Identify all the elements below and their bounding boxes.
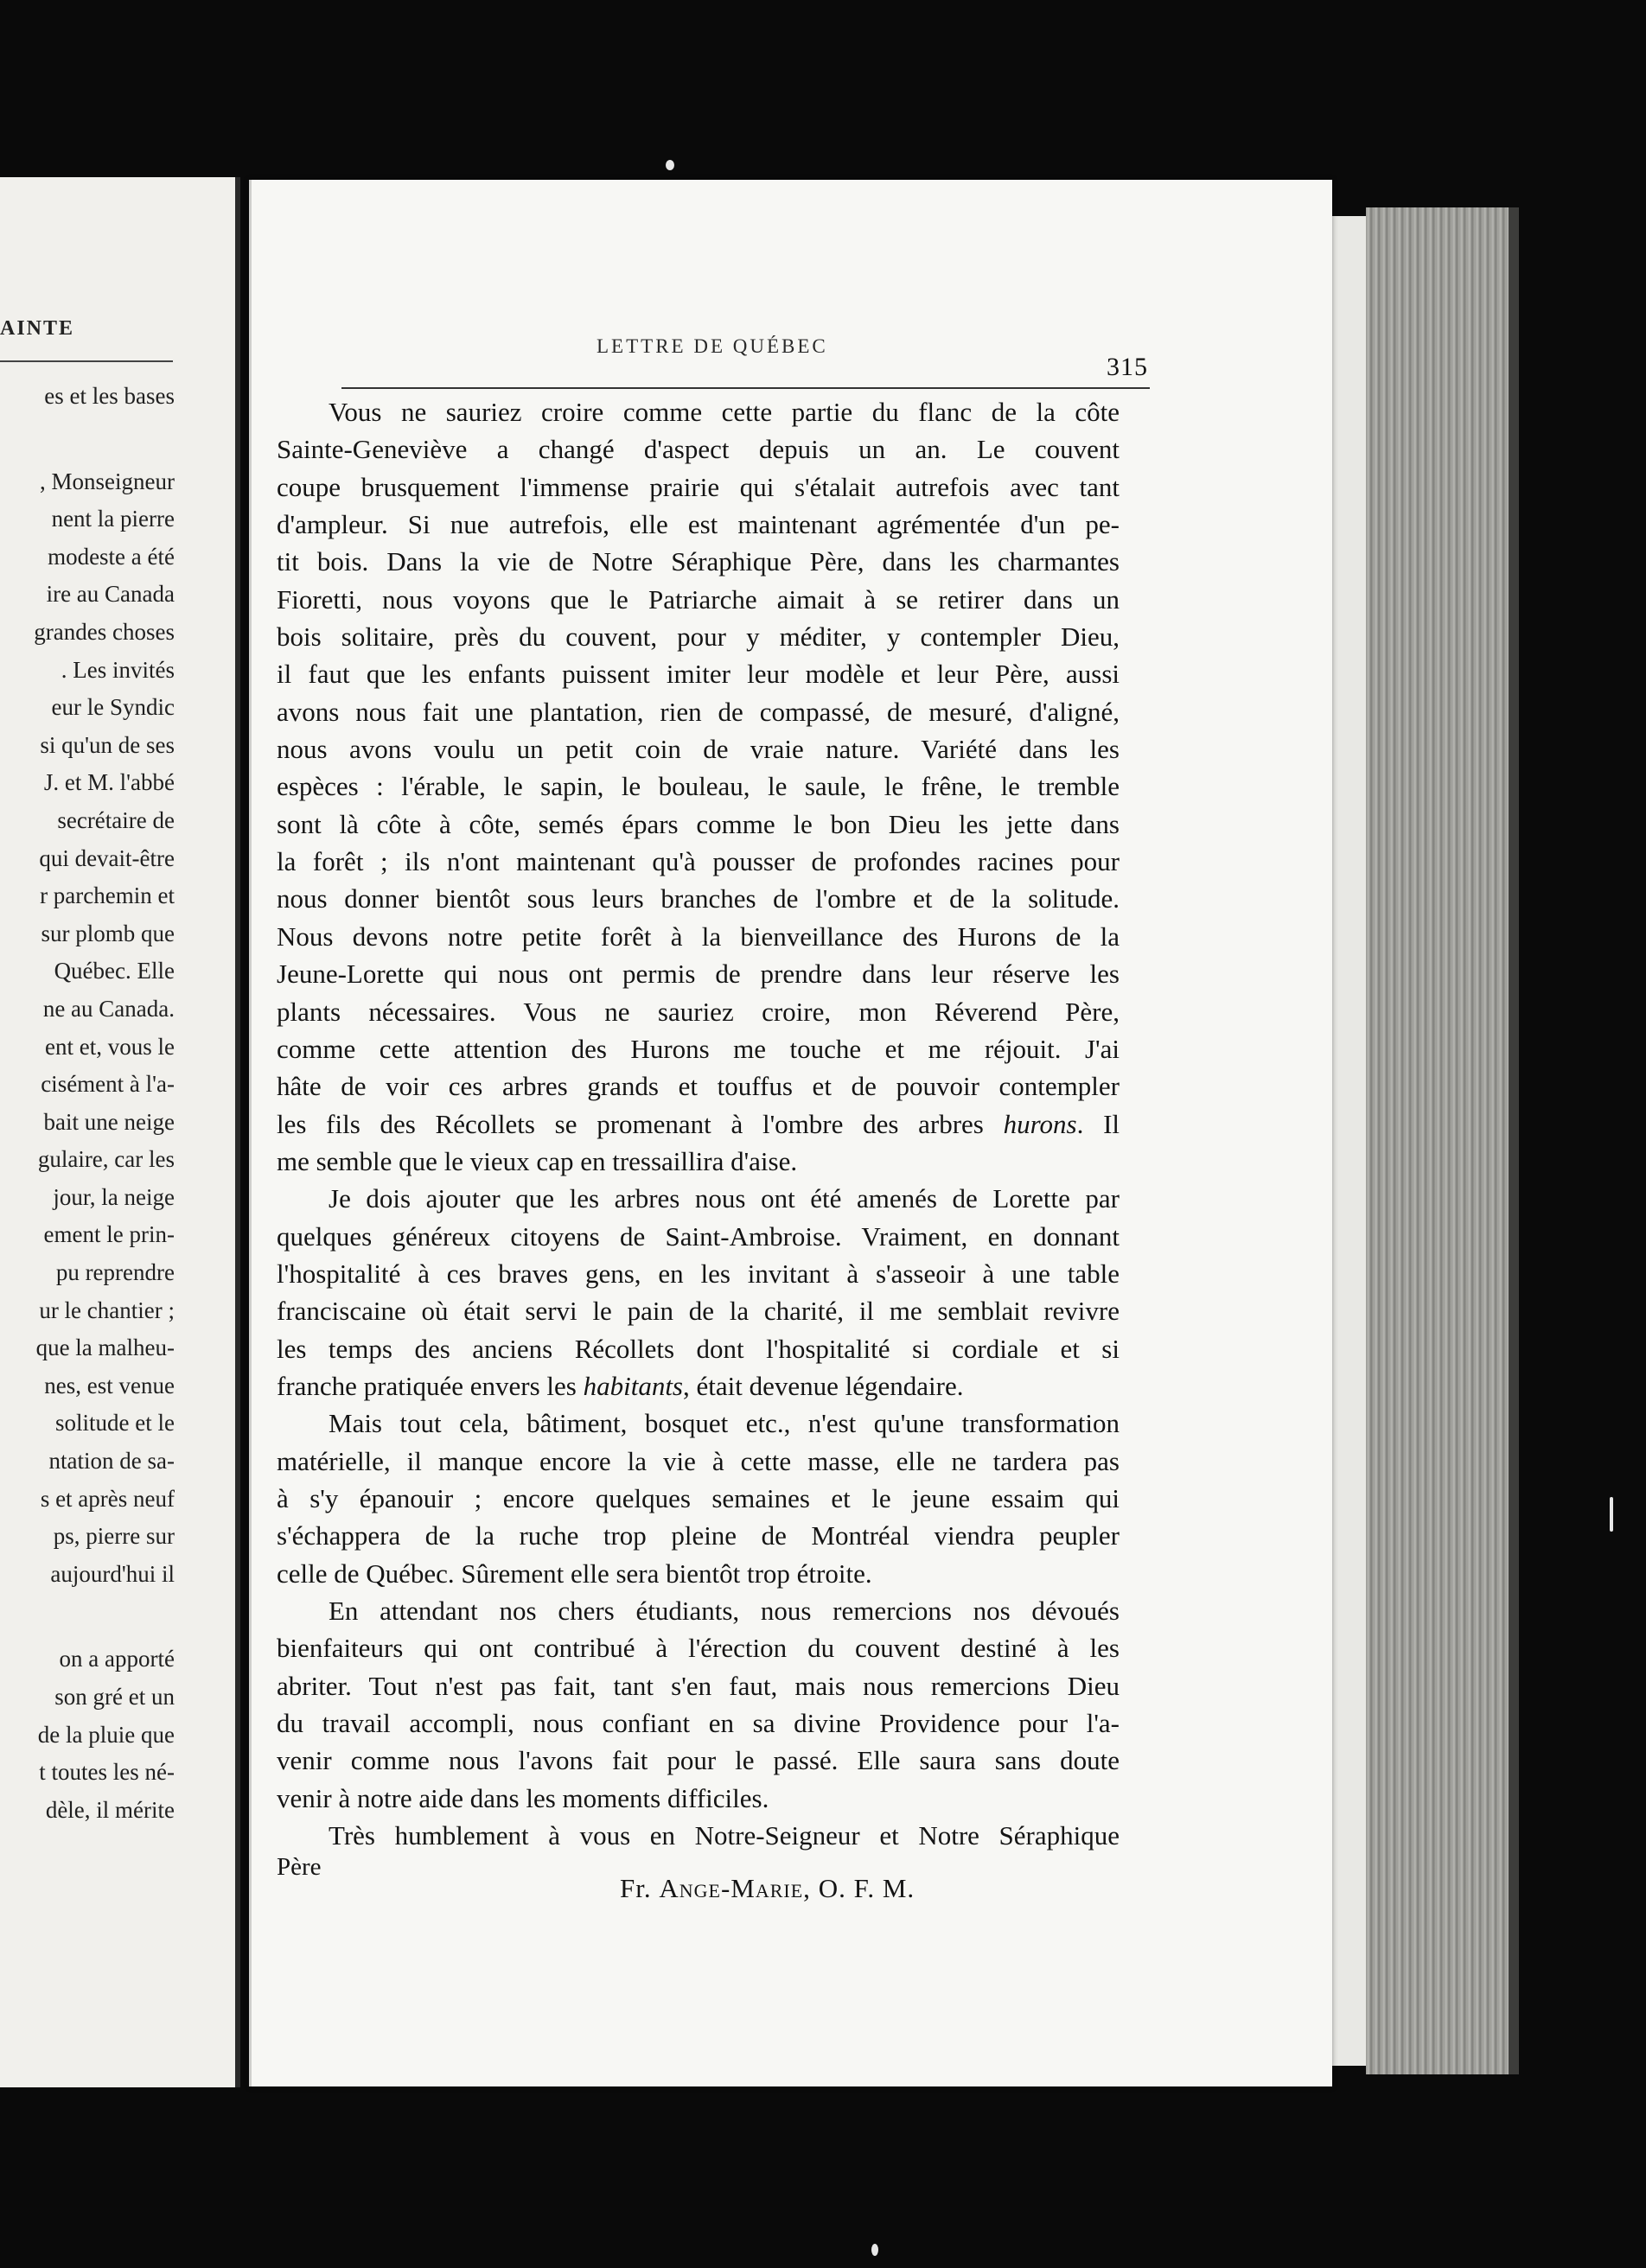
- dust-speck: [666, 160, 674, 170]
- left-page-line: r parchemin et: [40, 882, 175, 909]
- left-page-line: de la pluie que: [37, 1721, 175, 1748]
- dust-speck: [1610, 1497, 1613, 1532]
- left-page-line: nent la pierre: [51, 506, 175, 532]
- page-fore-edge: [1330, 216, 1368, 2066]
- left-page-line: si qu'un de ses: [40, 731, 175, 758]
- text-line: nous donner bientôt sous leurs branches de l'ombre et de la solitude.: [277, 883, 1120, 914]
- left-page-line: J. et M. l'abbé: [43, 769, 175, 796]
- text-line: comme cette attention des Hurons me touche et me réjouit. J'ai: [277, 1033, 1120, 1064]
- signature: [620, 1873, 915, 1904]
- left-page-line: son gré et un: [54, 1684, 175, 1710]
- text-line: hâte de voir ces arbres grands et touffus et de pouvoir contempler: [277, 1071, 1120, 1102]
- left-page-line: pu reprendre: [55, 1259, 175, 1286]
- text-line: me semble que le vieux cap en tressaillira d'aise.: [277, 1145, 798, 1176]
- left-page-text: [0, 378, 175, 1829]
- left-page-line: dèle, il mérite: [45, 1796, 175, 1823]
- body-text: [277, 393, 1120, 1854]
- running-head: LETTRE DE QUÉBEC: [597, 335, 828, 357]
- text-line: Jeune-Lorette qui nous ont permis de prendre dans leur réserve les: [277, 959, 1120, 990]
- text-line: Mais tout cela, bâtiment, bosquet etc., n'est qu'une transformation: [329, 1408, 1120, 1439]
- signature-name: Ange-Marie,: [659, 1873, 811, 1903]
- text-line: du travail accompli, nous confiant en sa divine Providence pour l'a-: [277, 1708, 1120, 1739]
- text-line: Fioretti, nous voyons que le Patriarche aimait à se retirer dans un: [277, 583, 1120, 615]
- text-line: il faut que les enfants puissent imiter leur modèle et leur Père, aussi: [277, 659, 1120, 690]
- text-line: Très humblement à vous en Notre-Seigneur et Notre Séraphique: [329, 1820, 1120, 1851]
- text-line: espèces : l'érable, le sapin, le bouleau, le saule, le frêne, le tremble: [277, 771, 1120, 802]
- text-line: matérielle, il manque encore la vie à cette masse, elle ne tardera pas: [277, 1445, 1120, 1476]
- left-page-line: , Monseigneur: [40, 468, 175, 494]
- left-page-line: ur le chantier ;: [39, 1296, 175, 1323]
- text-line: d'ampleur. Si nue autrefois, elle est maintenant agrémentée d'un pe-: [277, 509, 1120, 540]
- left-page-line: aujourd'hui il: [50, 1560, 175, 1587]
- left-page-line: Québec. Elle: [54, 958, 175, 984]
- left-page-line: t toutes les né-: [39, 1759, 175, 1786]
- signature-suffix: O. F. M.: [818, 1873, 916, 1903]
- left-facing-page: [0, 177, 240, 2087]
- text-line: coupe brusquement l'immense prairie qui s'étalait autrefois avec tant: [277, 471, 1120, 502]
- left-head-rule: [0, 360, 173, 362]
- text-line: Je dois ajouter que les arbres nous ont été amenés de Lorette par: [329, 1183, 1120, 1214]
- text-line: s'échappera de la ruche trop pleine de Montréal viendra peupler: [277, 1520, 1120, 1551]
- left-page-line: nes, est venue: [44, 1372, 175, 1398]
- left-page-line: ne au Canada.: [42, 995, 175, 1022]
- text-line: à s'y épanouir ; encore quelques semaines et le jeune essaim qui: [277, 1482, 1120, 1513]
- left-page-line: sur plomb que: [41, 920, 175, 946]
- left-page-line: grandes choses: [34, 618, 175, 645]
- left-page-line: [0, 416, 175, 463]
- text-line: la forêt ; ils n'ont maintenant qu'à pousser de profondes racines pour: [277, 846, 1120, 877]
- left-page-line: s et après neuf: [40, 1485, 175, 1512]
- left-page-line: bait une neige: [43, 1108, 175, 1135]
- text-line: tit bois. Dans la vie de Notre Séraphique Père, dans les charmantes: [277, 546, 1120, 577]
- left-page-line: ire au Canada: [46, 581, 175, 608]
- left-running-head: AINTE: [0, 317, 75, 340]
- text-line: quelques généreux citoyens de Saint-Ambroise. Vraiment, en donnant: [277, 1220, 1120, 1252]
- left-page-line: que la malheu-: [35, 1335, 175, 1361]
- text-line: abriter. Tout n'est pas fait, tant s'en faut, mais nous remercions Dieu: [277, 1670, 1120, 1701]
- closing-word: Père: [277, 1853, 322, 1881]
- text-line: plants nécessaires. Vous ne sauriez croire, mon Réverend Père,: [277, 996, 1120, 1027]
- head-rule: [341, 387, 1150, 389]
- left-page-line: secrétaire de: [57, 806, 175, 833]
- dust-speck: [871, 2244, 878, 2256]
- text-line: En attendant nos chers étudiants, nous remercions nos dévoués: [329, 1596, 1120, 1626]
- left-page-line: cisément à l'a-: [41, 1071, 175, 1098]
- page-stack-shadow: [1509, 207, 1519, 2074]
- text-line: Nous devons notre petite forêt à la bienveillance des Hurons de la: [277, 921, 1120, 952]
- text-line: venir à notre aide dans les moments difficiles.: [277, 1782, 769, 1813]
- text-line: nous avons voulu un petit coin de vraie nature. Variété dans les: [277, 734, 1120, 765]
- left-page-line: gulaire, car les: [37, 1146, 175, 1173]
- left-page-line: qui devait-être: [39, 844, 175, 871]
- text-line: sont là côte à côte, semés épars comme le bon Dieu les jette dans: [277, 808, 1120, 839]
- text-line: celle de Québec. Sûrement elle sera bientôt trop étroite.: [277, 1558, 872, 1589]
- left-page-line: jour, la neige: [53, 1183, 175, 1210]
- left-page-line: ntation de sa-: [48, 1448, 175, 1475]
- left-page-line: [0, 1593, 175, 1640]
- text-line: bienfaiteurs qui ont contribué à l'érection du couvent destiné à les: [277, 1633, 1120, 1664]
- text-line: les temps des anciens Récollets dont l'hospitalité si cordiale et si: [277, 1333, 1120, 1364]
- left-page-line: modeste a été: [48, 543, 175, 570]
- left-page-line: ps, pierre sur: [53, 1523, 175, 1550]
- left-page-line: solitude et le: [55, 1410, 175, 1437]
- text-line: Sainte-Geneviève a changé d'aspect depuis un an. Le couvent: [277, 434, 1120, 465]
- text-line: l'hospitalité à ces braves gens, en les invitant à s'asseoir à une table: [277, 1258, 1120, 1289]
- page-stack: [1366, 207, 1509, 2074]
- text-line: les fils des Récollets se promenant à l'ombre des arbres hurons. Il: [277, 1108, 1120, 1139]
- text-line: franche pratiquée envers les habitants, était devenue légendaire.: [277, 1370, 964, 1401]
- text-line: Vous ne sauriez croire comme cette partie du flanc de la côte: [329, 397, 1120, 427]
- left-page-line: ent et, vous le: [45, 1033, 175, 1060]
- text-line: avons nous fait une plantation, rien de compassé, de mesuré, d'aligné,: [277, 696, 1120, 727]
- page-number: 315: [1107, 353, 1148, 381]
- left-page-line: . Les invités: [61, 656, 175, 683]
- left-page-line: eur le Syndic: [51, 694, 175, 721]
- left-page-line: ement le prin-: [43, 1221, 175, 1248]
- text-line: venir comme nous l'avons fait pour le passé. Elle saura sans doute: [277, 1745, 1120, 1776]
- text-line: franciscaine où était servi le pain de la charité, il me semblait revivre: [277, 1296, 1120, 1327]
- left-page-line: on a apporté: [59, 1646, 175, 1672]
- signature-prefix: Fr.: [620, 1873, 652, 1903]
- left-page-line: es et les bases: [44, 383, 175, 409]
- text-line: bois solitaire, près du couvent, pour y méditer, y contempler Dieu,: [277, 621, 1120, 653]
